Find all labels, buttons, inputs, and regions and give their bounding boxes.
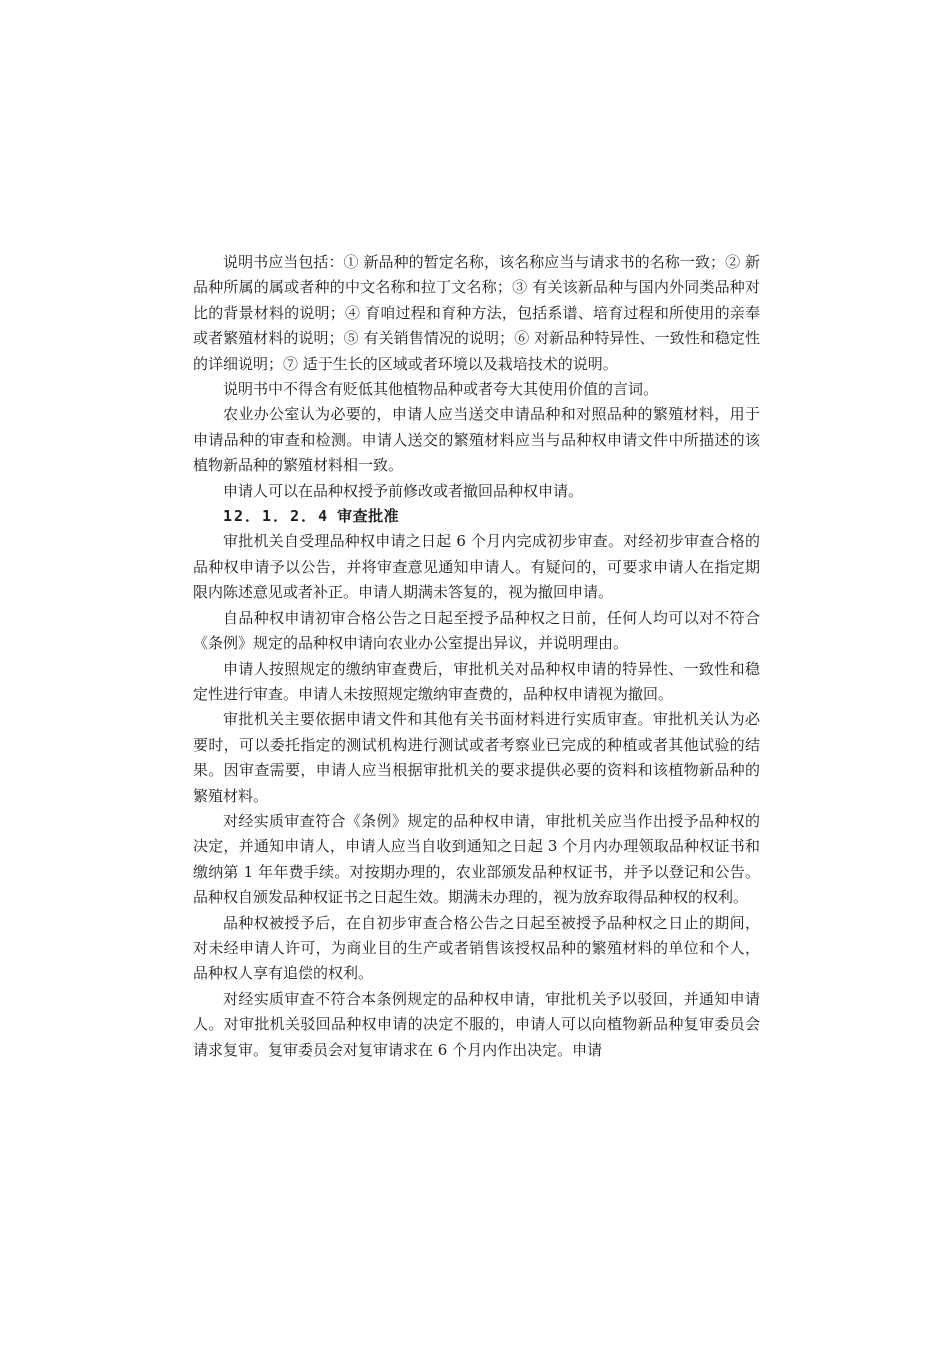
paragraph-examination-fee: 申请人按照规定的缴纳审查费后，审批机关对品种权申请的特异性、一致性和稳定性进行审查。申请人未按照规定缴纳审查费的，品种权申请视为撤回。	[193, 659, 760, 703]
paragraph-grant-decision: 对经实质审查符合《条例》规定的品种权申请，审批机关应当作出授予品种权的决定，并通知申请人，申请人应当自收到通知之日起 3 个月内办理领取品种权证书和缴纳第 1 年年费手续。对按期办理的，农业部颁发品种权证书，并予以登记和公告。品种权自颁发品种权证书之日起生效。期满未办理的，视为放弃取得品种权的权利。	[193, 811, 760, 907]
section-title: 审查批准	[337, 507, 400, 526]
paragraph-no-disparaging: 说明书中不得含有贬低其他植物品种或者夸大其使用价值的言词。	[223, 380, 659, 399]
paragraph-substantive-review: 审批机关主要依据申请文件和其他有关书面材料进行实质审查。审批机关认为必要时，可以委托指定的测试机构进行测试或者考察业已完成的种植或者其他试验的结果。因审查需要，申请人应当根据审批机关的要求提供必要的资料和该植物新品种的繁殖材料。	[193, 710, 760, 805]
paragraph-recovery-right: 品种权被授予后，在自初步审查合格公告之日起至被授予品种权之日止的期间，对未经申请人许可，为商业目的生产或者销售该授权品种的繁殖材料的单位和个人，品种权人享有追偿的权利。	[193, 913, 760, 983]
paragraph-propagating-material: 农业办公室认为必要的，申请人应当送交申请品种和对照品种的繁殖材料，用于申请品种的审查和检测。申请人送交的繁殖材料应当与品种权申请文件中所描述的该植物新品种的繁殖材料相一致。	[193, 405, 760, 475]
section-heading	[193, 504, 760, 529]
paragraph-manual-contents: 说明书应当包括：① 新品种的暂定名称，该名称应当与请求书的名称一致；② 新品种所属的属或者种的中文名称和拉丁文名称；③ 有关该新品种与国内外同类品种对比的背景材料的说明；④ 育咱过程和育种方法，包括系谱、培育过程和所使用的亲奉或者繁殖材料的说明；⑤ 有关销售情况的说明；⑥ 对新品种特异性、一致性和稳定性的详细说明；⑦ 适于生长的区域或者环境以及栽培技术的说明。	[193, 253, 760, 373]
body-text	[193, 250, 760, 1063]
section-number: 12．1．2．4	[223, 507, 330, 526]
paragraph-modify-withdraw: 申请人可以在品种权授予前修改或者撤回品种权申请。	[223, 481, 584, 500]
paragraph-rejection-review: 对经实质审查不符合本条例规定的品种权申请，审批机关予以驳回，并通知申请人。对审批机关驳回品种权申请的决定不服的，申请人可以向植物新品种复审委员会请求复审。复审委员会对复审请求在 6 个月内作出决定。申请	[193, 989, 760, 1059]
paragraph-objection: 自品种权申请初审合格公告之日起至授予品种权之日前，任何人均可以对不符合《条例》规定的品种权申请向农业办公室提出异议，并说明理由。	[193, 608, 760, 653]
paragraph-preliminary-review: 审批机关自受理品种权申请之日起 6 个月内完成初步审查。对经初步审查合格的品种权申请予以公告，并将审查意见通知申请人。有疑问的，可要求申请人在指定期限内陈述意见或者补正。申请人期满未答复的，视为撤回申请。	[193, 532, 760, 602]
